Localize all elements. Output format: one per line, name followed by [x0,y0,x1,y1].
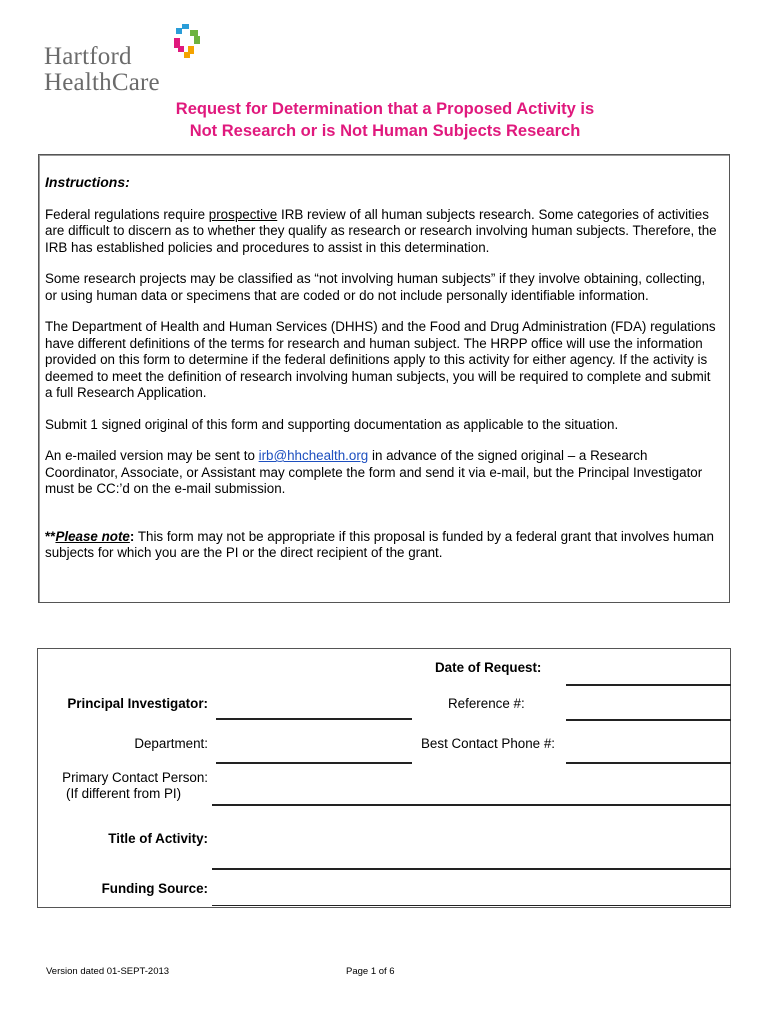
note-colon: : [129,528,135,544]
note-prefix: ** [45,528,56,544]
instructions-paragraph-3: The Department of Health and Human Services (DHHS) and the Food and Drug Administration (FDA) regulations have different definitions of the terms for research and human subject. The HRPP office will use the information provided on this form to determine if the federal definitions apply to this activity for either agency. If the activity is deemed to meet the definition of research involving human subjects, you will be required to complete and submit a full Research Application. [45,319,716,400]
primary-contact-label-line1: Primary Contact Person: [62,770,208,785]
funding-source-label: Funding Source: [101,881,208,896]
title-line-1: Request for Determination that a Proposed Activity is [175,100,595,118]
principal-investigator-field[interactable] [216,718,412,720]
p1-underlined-word: prospective [208,206,278,222]
note-label-text: Please note [55,528,130,544]
p1-text-start: Federal regulations require [45,206,209,222]
department-field[interactable] [216,762,412,764]
logo-text-hartford: Hartford [44,43,132,70]
document-title [0,98,770,142]
title-line-2: Not Research or is Not Human Subjects Research [189,122,581,140]
reference-field[interactable] [566,719,731,721]
instructions-paragraph-2: Some research projects may be classified as “not involving human subjects” if they involve obtaining, collecting, or using human data or specimens that are coded or do not include personally identifiable information. [45,271,706,303]
best-contact-phone-field[interactable] [566,762,731,764]
principal-investigator-label: Principal Investigator: [67,696,208,711]
instructions-heading: Instructions: [45,174,130,190]
primary-contact-label [46,770,208,802]
page-number-footer: Page 1 of 6 [346,966,395,977]
p5-text-start: An e-mailed version may be sent to [45,448,259,463]
best-contact-phone-label: Best Contact Phone #: [421,736,555,751]
hartford-healthcare-logo [44,22,204,102]
logo-text-healthcare: HealthCare [44,69,160,96]
irb-email-link[interactable]: irb@hhchealth.org [258,448,369,463]
funding-source-field[interactable] [212,905,731,906]
please-note-label [45,529,134,544]
p5-text-end: in advance of the signed original – a Research Coordinator, Associate, or Assistant may complete the form and send it via e-mail, but the Principal Investigator must be CC:’d on the e-mail submission. [45,448,703,496]
department-label: Department: [134,736,208,751]
title-of-activity-field[interactable] [212,868,731,870]
please-note-paragraph [45,529,717,562]
instructions-paragraph-4: Submit 1 signed original of this form and supporting documentation as applicable to the situation. [45,416,619,432]
date-of-request-label: Date of Request: [435,660,542,675]
instructions-paragraph-5 [45,448,717,498]
date-of-request-field[interactable] [566,684,731,686]
title-of-activity-label: Title of Activity: [108,831,208,846]
instructions-content [45,174,717,577]
please-note-text: This form may not be appropriate if this proposal is funded by a federal grant that involves human subjects for which you are the PI or the direct recipient of the grant. [45,528,714,560]
logo-mark-icon [164,22,204,62]
version-footer: Version dated 01-SEPT-2013 [46,966,170,977]
reference-label: Reference #: [448,696,525,711]
primary-contact-field[interactable] [212,804,731,806]
instructions-paragraph-1 [45,207,717,257]
primary-contact-label-line2: (If different from PI) [66,786,182,801]
p1-text-end: IRB review of all human subjects research. Some categories of activities are difficult to discern as to whether they qualify as research or research involving human subjects. Therefore, the IRB has established policies and procedures to assist in this determination. [45,206,717,255]
